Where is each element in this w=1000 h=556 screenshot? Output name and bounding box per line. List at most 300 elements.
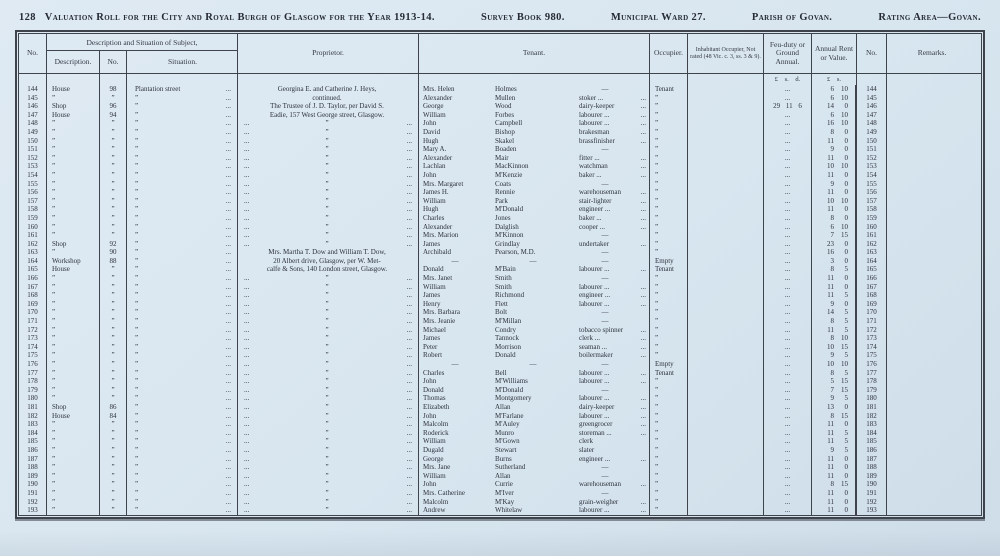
col-header-feu-duty: Feu-duty or Ground Annual. — [764, 34, 812, 73]
tenant-surname: Donald — [495, 351, 516, 360]
tenant-occupation: — — [601, 463, 609, 472]
occupier-cell: ” — [650, 248, 688, 257]
rent-units: £ s. — [812, 74, 857, 85]
tenant-forename: Donald — [423, 265, 444, 274]
proprietor-cell: ... ” ... — [238, 137, 419, 146]
occupier-cell: Empty — [650, 257, 688, 266]
rent-pounds: 6 — [830, 93, 834, 102]
rating-area-label: Rating Area—Govan. — [878, 12, 981, 23]
remarks-cell — [887, 257, 977, 266]
tenant-surname: — — [529, 360, 537, 368]
tenant-cell: Michael Condry tobacco spinner ... — [419, 326, 650, 335]
tenant-occupation: brassfinisher — [579, 136, 615, 145]
feu-duty-cell: ... — [764, 145, 812, 154]
subject-house-number: ” — [100, 463, 127, 472]
subject-description: ” — [47, 205, 100, 214]
proprietor-cell: ... ” ... — [238, 214, 419, 223]
subject-description: ” — [47, 498, 100, 507]
row-number-left: 169 — [19, 300, 47, 309]
subject-house-number: ” — [100, 386, 127, 395]
rent-shillings: 0 — [844, 488, 848, 497]
proprietor-cell: ... ” ... — [238, 145, 419, 154]
tenant-surname: M'Bain — [495, 265, 516, 274]
inhabitant-occupier-cell — [688, 85, 764, 94]
remarks-cell — [887, 162, 977, 171]
subject-description: ” — [47, 145, 100, 154]
table-row — [19, 455, 981, 464]
row-number-left: 189 — [19, 472, 47, 481]
inhabitant-occupier-cell — [688, 377, 764, 386]
tenant-surname: M'Gown — [495, 437, 520, 446]
feu-duty-cell: ... — [764, 317, 812, 326]
tenant-occupation: labourer ... — [579, 119, 610, 128]
rent-shillings: 10 — [841, 360, 848, 368]
tenant-cell — [419, 386, 650, 395]
rent-pounds: 8 — [830, 411, 834, 420]
tenant-occupation: labourer ... — [579, 506, 610, 515]
tenant-surname: M'Donald — [495, 205, 524, 214]
remarks-cell — [887, 240, 977, 249]
tenant-forename: Roderick — [423, 428, 449, 437]
annual-rent-cell — [812, 154, 857, 163]
remarks-cell — [887, 223, 977, 232]
row-number-left: 192 — [19, 498, 47, 507]
rent-pounds: 5 — [830, 377, 834, 386]
occupier-cell: ” — [650, 119, 688, 128]
rent-pounds: 11 — [827, 136, 834, 145]
tenant-occupation: labourer ... — [579, 282, 610, 291]
occupier-cell: ” — [650, 274, 688, 283]
tenant-surname: M'Kay — [495, 497, 515, 506]
table-row — [19, 85, 981, 94]
tenant-occupation: undertaker — [579, 239, 609, 248]
row-number-right: 187 — [857, 455, 887, 464]
table-row — [19, 128, 981, 137]
rent-pounds: 9 — [830, 445, 834, 454]
tenant-surname: Wood — [495, 102, 512, 111]
row-number-right: 181 — [857, 403, 887, 412]
rent-shillings: 15 — [841, 342, 848, 351]
occupier-cell: Tenant — [650, 369, 688, 378]
annual-rent-cell — [812, 437, 857, 446]
table-body — [19, 85, 981, 515]
tenant-occupation: labourer ... — [579, 394, 610, 403]
tenant-surname: M'Kinnon — [495, 231, 524, 240]
tenant-occupation: watchman — [579, 162, 608, 171]
subject-description: ” — [47, 420, 100, 429]
proprietor-cell: ... ” ... — [238, 403, 419, 412]
proprietor-cell: ... ” ... — [238, 489, 419, 498]
subject-house-number: ” — [100, 214, 127, 223]
rent-pounds: 8 — [830, 368, 834, 377]
table-row — [19, 102, 981, 111]
tenant-forename: William — [423, 196, 446, 205]
proprietor-cell: ... ” ... — [238, 188, 419, 197]
row-number-right: 185 — [857, 437, 887, 446]
subject-situation: ” ... — [127, 265, 238, 274]
feu-duty-cell: ... — [764, 437, 812, 446]
tenant-cell — [419, 231, 650, 240]
occupier-cell: ” — [650, 188, 688, 197]
rent-shillings: 0 — [844, 454, 848, 463]
annual-rent-cell — [812, 394, 857, 403]
col-header-proprietor: Proprietor. — [238, 34, 419, 73]
feu-duty-cell: ... — [764, 506, 812, 515]
tenant-forename: Henry — [423, 299, 441, 308]
rent-shillings: 0 — [844, 145, 848, 154]
tenant-occupation: clerk ... — [579, 334, 600, 343]
col-header-no-left: No. — [19, 34, 47, 73]
row-number-left: 145 — [19, 94, 47, 103]
tenant-cell: Malcolm M'Auley greengrocer ... — [419, 420, 650, 429]
subject-situation: ” ... — [127, 420, 238, 429]
rent-pounds: 11 — [827, 463, 834, 472]
tenant-occupation: labourer ... — [579, 411, 610, 420]
subject-description: Shop — [47, 102, 100, 111]
subject-house-number: ” — [100, 498, 127, 507]
subject-house-number: ” — [100, 369, 127, 378]
proprietor-cell: ... ” ... — [238, 506, 419, 515]
rent-pounds: 13 — [827, 402, 834, 411]
tenant-forename: John — [423, 170, 437, 179]
row-number-left: 191 — [19, 489, 47, 498]
rent-pounds: 11 — [827, 325, 834, 334]
subject-situation: ” ... — [127, 188, 238, 197]
occupier-cell: ” — [650, 94, 688, 103]
row-number-right: 159 — [857, 214, 887, 223]
row-number-left: 186 — [19, 446, 47, 455]
tenant-cell: James H. Rennie warehouseman ... — [419, 188, 650, 197]
inhabitant-occupier-cell — [688, 343, 764, 352]
remarks-cell — [887, 137, 977, 146]
occupier-cell: ” — [650, 343, 688, 352]
annual-rent-cell — [812, 351, 857, 360]
occupier-cell: ” — [650, 128, 688, 137]
tenant-cell: John Currie warehouseman ... — [419, 480, 650, 489]
tenant-occupation: clerk — [579, 437, 593, 446]
table-row — [19, 437, 981, 446]
inhabitant-occupier-cell — [688, 265, 764, 274]
feu-duty-cell: ... — [764, 300, 812, 309]
tenant-surname: Morrison — [495, 342, 522, 351]
remarks-cell — [887, 308, 977, 317]
proprietor-cell: ... ” ... — [238, 274, 419, 283]
tenant-forename: James H. — [423, 188, 449, 197]
tenant-occupation: slater — [579, 445, 595, 454]
tenant-cell — [419, 489, 650, 498]
rent-shillings: 0 — [844, 179, 848, 188]
inhabitant-occupier-cell — [688, 231, 764, 240]
proprietor-cell: calfe & Sons, 140 London street, Glasgow. — [238, 265, 419, 274]
rent-shillings: 10 — [841, 196, 848, 205]
remarks-cell — [887, 394, 977, 403]
col-header-tenant: Tenant. — [419, 34, 650, 73]
remarks-cell — [887, 326, 977, 335]
subject-description: ” — [47, 386, 100, 395]
annual-rent-cell — [812, 489, 857, 498]
tenant-surname: Currie — [495, 480, 513, 489]
annual-rent-cell — [812, 300, 857, 309]
occupier-cell: ” — [650, 429, 688, 438]
subject-situation: ” ... — [127, 308, 238, 317]
table-row — [19, 334, 981, 343]
feu-duty-cell: ... — [764, 154, 812, 163]
rent-pounds: 11 — [827, 291, 834, 300]
rent-pounds: 6 — [830, 85, 834, 93]
proprietor-cell: Mrs. Martha T. Dow and William T. Dow, — [238, 248, 419, 257]
rent-pounds: 11 — [827, 506, 834, 515]
subject-description: ” — [47, 154, 100, 163]
rent-shillings: 5 — [844, 265, 848, 274]
row-number-left: 153 — [19, 162, 47, 171]
tenant-surname: Smith — [495, 282, 512, 291]
subject-description: ” — [47, 197, 100, 206]
annual-rent-cell — [812, 420, 857, 429]
row-number-left: 157 — [19, 197, 47, 206]
tenant-forename: Mrs. Jane — [423, 463, 451, 472]
proprietor-cell: ... ” ... — [238, 429, 419, 438]
inhabitant-occupier-cell — [688, 240, 764, 249]
annual-rent-cell — [812, 326, 857, 335]
annual-rent-cell — [812, 248, 857, 257]
subject-situation: ” ... — [127, 274, 238, 283]
row-number-left: 162 — [19, 240, 47, 249]
rent-pounds: 8 — [830, 317, 834, 326]
inhabitant-occupier-cell — [688, 412, 764, 421]
rent-pounds: 10 — [827, 196, 834, 205]
rent-pounds: 11 — [827, 488, 834, 497]
row-number-right: 161 — [857, 231, 887, 240]
page-number: 128 — [19, 12, 36, 23]
subject-house-number: 90 — [100, 248, 127, 257]
rent-shillings: 0 — [844, 153, 848, 162]
subject-house-number: ” — [100, 171, 127, 180]
tenant-cell — [419, 472, 650, 481]
feu-duty-cell: ... — [764, 291, 812, 300]
subject-situation: ” ... — [127, 223, 238, 232]
occupier-cell: ” — [650, 377, 688, 386]
municipal-ward-label: Municipal Ward 27. — [610, 12, 706, 23]
tenant-occupation: seaman ... — [579, 342, 607, 351]
tenant-occupation: — — [601, 145, 609, 154]
tenant-forename: George — [423, 454, 444, 463]
annual-rent-cell — [812, 334, 857, 343]
row-number-right: 172 — [857, 326, 887, 335]
occupier-cell: ” — [650, 472, 688, 481]
subject-house-number: ” — [100, 437, 127, 446]
inhabitant-occupier-cell — [688, 360, 764, 369]
tenant-forename: Mrs. Barbara — [423, 308, 460, 317]
subject-house-number: 94 — [100, 111, 127, 120]
table-row — [19, 506, 981, 515]
tenant-occupation: — — [601, 471, 609, 480]
row-number-right: 184 — [857, 429, 887, 438]
inhabitant-occupier-cell — [688, 171, 764, 180]
occupier-cell: ” — [650, 403, 688, 412]
tenant-cell — [419, 257, 650, 266]
tenant-surname: Condry — [495, 325, 516, 334]
tenant-surname: Forbes — [495, 110, 515, 119]
table-row — [19, 180, 981, 189]
occupier-cell: ” — [650, 214, 688, 223]
tenant-forename: Elizabeth — [423, 402, 450, 411]
tenant-forename: — — [451, 256, 459, 265]
proprietor-cell: The Trustee of J. D. Taylor, per David S. — [238, 102, 419, 111]
annual-rent-cell — [812, 137, 857, 146]
row-number-left: 152 — [19, 154, 47, 163]
subject-house-number: 96 — [100, 102, 127, 111]
remarks-cell — [887, 111, 977, 120]
row-number-left: 166 — [19, 274, 47, 283]
subject-description: ” — [47, 351, 100, 360]
row-number-right: 190 — [857, 480, 887, 489]
row-number-right: 176 — [857, 360, 887, 369]
rent-shillings: 10 — [841, 85, 848, 93]
occupier-cell: ” — [650, 489, 688, 498]
row-number-right: 166 — [857, 274, 887, 283]
rent-pounds: 8 — [830, 480, 834, 489]
row-number-right: 160 — [857, 223, 887, 232]
row-number-left: 184 — [19, 429, 47, 438]
annual-rent-cell — [812, 506, 857, 515]
tenant-forename: Mary A. — [423, 145, 447, 154]
currency-units-row — [19, 74, 981, 85]
subject-description: ” — [47, 343, 100, 352]
rent-shillings: 5 — [844, 368, 848, 377]
feu-duty-cell: ... — [764, 480, 812, 489]
subject-description: ” — [47, 94, 100, 103]
row-number-left: 183 — [19, 420, 47, 429]
feu-duty-cell: ... — [764, 180, 812, 189]
tenant-occupation: — — [601, 385, 609, 394]
table-row — [19, 472, 981, 481]
tenant-forename: John — [423, 411, 437, 420]
proprietor-cell: ... ” ... — [238, 197, 419, 206]
annual-rent-cell — [812, 162, 857, 171]
subject-description: ” — [47, 326, 100, 335]
row-number-left: 146 — [19, 102, 47, 111]
occupier-cell: ” — [650, 205, 688, 214]
subject-description: ” — [47, 274, 100, 283]
proprietor-cell: ... ” ... — [238, 180, 419, 189]
subject-description: ” — [47, 369, 100, 378]
subject-situation: ” ... — [127, 412, 238, 421]
tenant-forename: Dugald — [423, 445, 444, 454]
subject-house-number: ” — [100, 506, 127, 515]
rent-pounds: 11 — [827, 428, 834, 437]
annual-rent-cell — [812, 369, 857, 378]
remarks-cell — [887, 231, 977, 240]
table-header — [19, 34, 981, 74]
tenant-occupation: warehouseman — [579, 188, 621, 197]
row-number-left: 150 — [19, 137, 47, 146]
tenant-surname: Richmond — [495, 291, 525, 300]
rent-shillings: 0 — [844, 282, 848, 291]
rent-pounds: 9 — [830, 179, 834, 188]
proprietor-cell: 20 Albert drive, Glasgow, per W. Met- — [238, 257, 419, 266]
tenant-forename: Mrs. Marion — [423, 231, 459, 240]
subject-situation: ” ... — [127, 351, 238, 360]
tenant-surname: Dalglish — [495, 222, 519, 231]
row-number-right: 189 — [857, 472, 887, 481]
tenant-surname: Holmes — [495, 85, 517, 93]
row-number-left: 161 — [19, 231, 47, 240]
occupier-cell: Empty — [650, 360, 688, 369]
occupier-cell: Tenant — [650, 85, 688, 94]
subject-situation: ” ... — [127, 162, 238, 171]
subject-situation: ” ... — [127, 480, 238, 489]
tenant-forename: Mrs. Helen — [423, 85, 455, 93]
subject-situation: ” ... — [127, 472, 238, 481]
subject-situation: ” ... — [127, 94, 238, 103]
row-number-right: 158 — [857, 205, 887, 214]
col-header-house-no: No. — [100, 51, 127, 73]
row-number-right: 149 — [857, 128, 887, 137]
remarks-cell — [887, 94, 977, 103]
rent-shillings: 0 — [844, 205, 848, 214]
subject-house-number: ” — [100, 145, 127, 154]
subject-situation: ” ... — [127, 248, 238, 257]
proprietor-cell: ... ” ... — [238, 231, 419, 240]
subject-description: ” — [47, 214, 100, 223]
rent-shillings: 0 — [844, 506, 848, 515]
tenant-cell — [419, 446, 650, 455]
inhabitant-occupier-cell — [688, 94, 764, 103]
subject-house-number: ” — [100, 420, 127, 429]
tenant-surname: Smith — [495, 274, 512, 283]
subject-house-number: ” — [100, 154, 127, 163]
tenant-forename: William — [423, 471, 446, 480]
tenant-occupation: labourer ... — [579, 265, 610, 274]
occupier-cell: ” — [650, 480, 688, 489]
table-row — [19, 231, 981, 240]
subject-house-number: ” — [100, 480, 127, 489]
tenant-cell — [419, 274, 650, 283]
annual-rent-cell — [812, 171, 857, 180]
proprietor-cell: ... ” ... — [238, 498, 419, 507]
occupier-cell: ” — [650, 326, 688, 335]
annual-rent-cell — [812, 412, 857, 421]
proprietor-cell: ... ” ... — [238, 420, 419, 429]
table-row — [19, 188, 981, 197]
row-number-right: 144 — [857, 85, 887, 94]
rent-shillings: 5 — [844, 394, 848, 403]
tenant-surname: Pearson, M.D. — [495, 248, 536, 257]
feu-duty-cell: ... — [764, 489, 812, 498]
inhabitant-occupier-cell — [688, 308, 764, 317]
inhabitant-occupier-cell — [688, 455, 764, 464]
rent-pounds: 14 — [827, 102, 834, 111]
table-row — [19, 274, 981, 283]
tenant-cell: Roderick Munro storeman ... ... — [419, 429, 650, 438]
annual-rent-cell — [812, 257, 857, 266]
subject-situation: ” ... — [127, 205, 238, 214]
annual-rent-cell — [812, 274, 857, 283]
annual-rent-cell — [812, 128, 857, 137]
annual-rent-cell — [812, 386, 857, 395]
row-number-left: 155 — [19, 180, 47, 189]
subject-description: ” — [47, 446, 100, 455]
row-number-right: 145 — [857, 94, 887, 103]
rent-shillings: 0 — [844, 299, 848, 308]
subject-situation: ” ... — [127, 137, 238, 146]
tenant-cell: Hugh Skakel brassfinisher ... — [419, 137, 650, 146]
row-number-right: 155 — [857, 180, 887, 189]
subject-situation: ” ... — [127, 317, 238, 326]
subject-description: ” — [47, 472, 100, 481]
row-number-left: 158 — [19, 205, 47, 214]
table-row — [19, 197, 981, 206]
